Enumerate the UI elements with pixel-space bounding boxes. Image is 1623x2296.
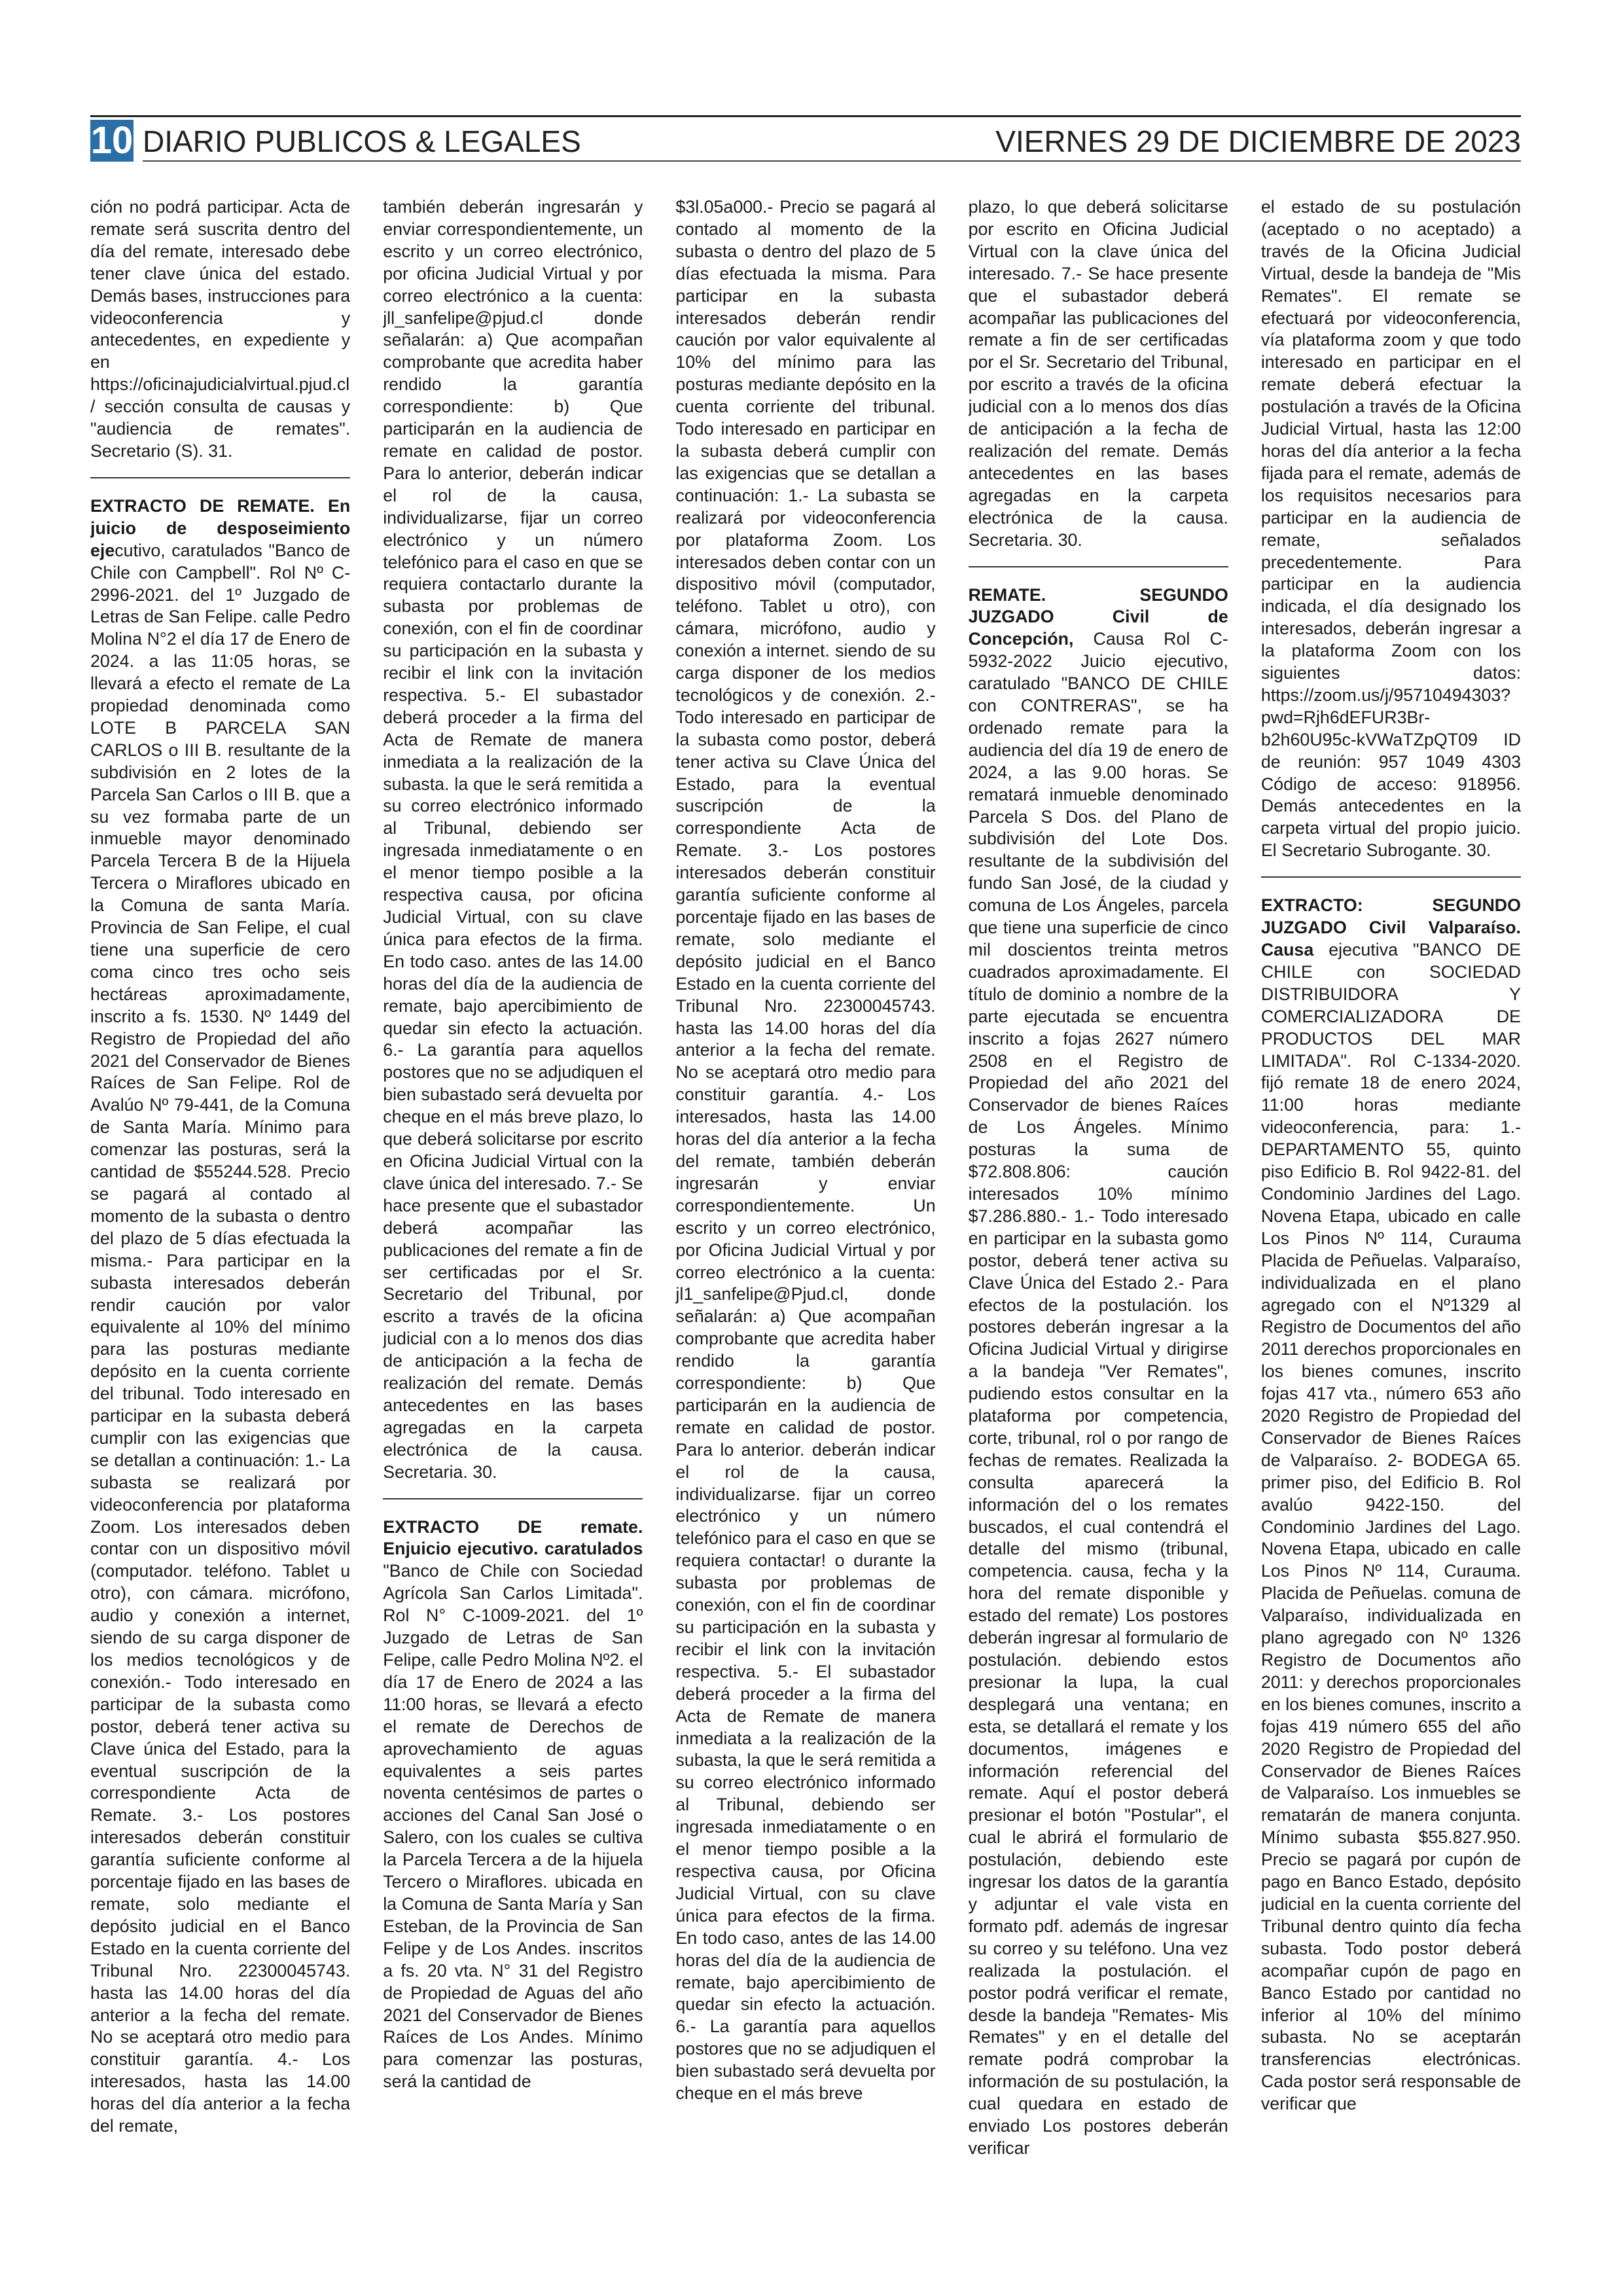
- notice-paragraph: también deberán ingresarán y enviar correspondientemente, un escrito y un correo electrónico, por oficina Judicial Virtual y por correo electrónico a la cuenta: jll_sanfelipe@pjud.cl donde señalarán: a) Que acompañan comprobante que acredita haber rendido la garantía correspondiente: b) Que participarán en la audiencia de remate en calidad de postor. Para lo anterior, deberán indicar el rol de la causa, individualizarse, fijar un correo electrónico y un número telefónico para el caso en que se requiera contactarlo durante la subasta por problemas de conexión, con el fin de coordinar su participación en la subasta y recibir el link con la invitación respectiva. 5.- El subastador deberá proceder a la firma del Acta de Remate de manera inmediata a la realización de la subasta. la que le será remitida a su correo electrónico informado al Tribunal, debiendo ser ingresada inmediatamente o en el menor tiempo posible a la respectiva causa, por oficina Judicial Virtual, con su clave única para efectos de la firma. En todo caso. antes de las 14.00 horas del día de la audiencia de remate, bajo apercibimiento de quedar sin efecto la actuación. 6.- La garantía para aquellos postores que no se adjudiquen el bien subastado será devuelta por cheque en el más breve plazo, lo que deberá solicitarse por escrito en Oficina Judicial Virtual con la clave única del interesado. 7.- Se hace presente que el subastador deberá acompañar las publicaciones del remate a fin de ser certificadas por el Sr. Secretario del Tribunal, por escrito a través de la oficina judicial con a lo menos dos dias de anticipación a la fecha de realización del remate. Demás antecedentes en las bases agregadas en la carpeta electrónica de la causa. Secretaria. 30.: [383, 197, 643, 1482]
- notice-paragraph: plazo, lo que deberá solicitarse por escrito en Oficina Judicial Virtual con la clave única del interesado. 7.- Se hace presente que el subastador deberá acompañar las publicaciones del remate a fin de ser certificadas por el Sr. Secretario del Tribunal, por escrito a través de la oficina judicial con a lo menos dos días de anticipación a la fecha de realización del remate. Demás antecedentes en las bases agregadas en la carpeta electrónica de la causa. Secretaria. 30.: [968, 197, 1228, 550]
- notice-heading: EXTRACTO: SEGUNDO JUZGADO Civil Valparaíso. Causa: [1260, 895, 1522, 960]
- notice-paragraph: REMATE. SEGUNDO JUZGADO Civil de Concepción, Causa Rol C-5932-2022 Juicio ejecutivo, caratulado "BANCO DE CHILE con CONTRERAS", se ha ordenado remate para la audiencia del día 19 de enero de 2024, a las 9.00 horas. Se rematará inmueble denominado Parcela S Dos. del Plano de subdivisión del Lote Dos. resultante de la subdivisión del fundo San José, de la ciudad y comuna de Los Ángeles, parcela que tiene una superficie de cinco mil doscientos treinta metros cuadrados aproximadamente. El título de dominio a nombre de la parte ejecutada se encuentra inscrito a fojas 2627 número 2508 en el Registro de Propiedad del año 2021 del Conservador de bienes Raíces de Los Ángeles. Mínimo posturas la suma de $72.808.806: caución interesados 10% mínimo $7.286.880.- 1.- Todo interesado en participar en la subasta gomo postor, deberá tener activa su Clave Única del Estado 2.- Para efectos de la postulación. los postores deberán ingresar a la Oficina Judicial Virtual y dirigirse a la bandeja "Ver Remates", pudiendo estos consultar en la plataforma por competencia, corte, tribunal, rol o por rango de fechas de remates. Realizada la consulta aparecerá la información del o los remates buscados, el cual contendrá el detalle del mismo (tribunal, competencia. causa, fecha y la hora del remate disponible y estado del remate) Los postores deberán ingresar al formulario de postulación. debiendo estos presionar la lupa, la cual desplegará una ventana; en esta, se detallará el remate y los documentos, imágenes e información referencial del remate. Aquí el postor deberá presionar el botón "Postular", el cual le abrirá el formulario de postulación, debiendo este ingresar los datos de la garantía y adjuntar el vale vista en formato pdf. además de ingresar su correo y su teléfono. Una vez realizada la postulación. el postor podrá verificar el remate, desde la bandeja "Remates- Mis Remates" y en el detalle del remate podrá comprobar la información de su postulación, la cual quedara en estado de enviado Los postores deberán verificar: [968, 584, 1228, 2158]
- page-number: 10: [90, 119, 134, 162]
- notice-paragraph: el estado de su postulación (aceptado o no aceptado) a través de la Oficina Judicial Virtual, desde la bandeja de "Mis Remates". El remate se efectuará por videoconferencia, vía plataforma zoom y que todo interesado en participar en el remate deberá efectuar la postulación a través de la Oficina Judicial Virtual, hasta las 12:00 horas del día anterior a la fecha fijada para el remate, además de los requisitos necesarios para participar en la audiencia de remate, señalados precedentemente. Para participar en la audiencia indicada, el día designado los interesados, deberán ingresar a la plataforma Zoom con los siguientes datos: https://zoom.us/j/95710494303?pwd=Rjh6dEFUR3Br-b2h60U95c-kVWaTZpQT09 ID de reunión: 957 1049 4303 Código de acceso: 918956. Demás antecedentes en la carpeta virtual del propio juicio. El Secretario Subrogante. 30.: [1260, 197, 1522, 861]
- page-header: [90, 115, 1521, 162]
- notice-paragraph: EXTRACTO DE REMATE. En juicio de desposeimiento ejecutivo, caratulados "Banco de Chile con Campbell". Rol Nº C-2996-2021. del 1º Juzgado de Letras de San Felipe. calle Pedro Molina N°2 el día 17 de Enero de 2024. a las 11:05 horas, se llevará a efecto el remate de La propiedad denominada como LOTE B PARCELA SAN CARLOS o III B. resultante de la subdivisión en 2 lotes de la Parcela San Carlos o III B. que a su vez formaba parte de un inmueble mayor denominado Parcela Tercera B de la Hijuela Tercera o Miraflores ubicado en la Comuna de santa María. Provincia de San Felipe, el cual tiene una superficie de cero coma cinco tres ocho seis hectáreas aproximadamente, inscrito a fs. 1530. Nº 1449 del Registro de Propiedad del año 2021 del Conservador de Bienes Raíces de San Felipe. Rol de Avalúo Nº 79-441, de la Comuna de Santa María. Mínimo para comenzar las posturas, será la cantidad de $55244.528. Precio se pagará al contado al momento de la subasta o dentro del plazo de 5 días efectuada la misma.- Para participar en la subasta interesados deberán rendir caución por valor equivalente al 10% del mínimo para las posturas mediante depósito en la cuenta corriente del tribunal. Todo interesado en participar en la subasta deberá cumplir con las exigencias que se detallan a continuación: 1.- La subasta se realizará por videoconferencia por plataforma Zoom. Los interesados deben contar con un dispositivo móvil (computador. teléfono. Tablet u otro), con cámara. micrófono, audio y conexión a internet, siendo de su carga disponer de los medios tecnológicos y de conexión.- Todo interesado en participar de la subasta como postor, deberá tener activa su Clave única del Estado, para la eventual suscripción de la correspondiente Acta de Remate. 3.- Los postores interesados deberán constituir garantía suficiente conforme al porcentaje fijado en las bases de remate, solo mediante el depósito judicial en el Banco Estado en la cuenta corriente del Tribunal Nro. 22300045743. hasta las 14.00 horas del día anterior a la fecha del remate. No se aceptará otro medio para constituir garantía. 4.- Los interesados, hasta las 14.00 horas del día anterior a la fecha del remate,: [90, 495, 351, 2136]
- notice-divider: [1261, 876, 1521, 878]
- column-5: [1261, 196, 1521, 2251]
- notice-paragraph: ción no podrá participar. Acta de remate será suscrita dentro del día del remate, interesado debe tener clave única del estado. Demás bases, instrucciones para videoconferencia y antecedentes, en expediente y en https://oficinajudicialvirtual.pjud.cl/ sección consulta de causas y "audiencia de remates". Secretario (S). 31.: [90, 197, 351, 461]
- notice-divider: [383, 1498, 643, 1499]
- column-4: [969, 196, 1228, 2251]
- notice-paragraph: EXTRACTO DE remate. Enjuicio ejecutivo. caratulados "Banco de Chile con Sociedad Agrícola San Carlos Limitada". Rol N° C-1009-2021. del 1º Juzgado de Letras de San Felipe, calle Pedro Molina Nº2. el día 17 de Enero de 2024 a las 11:00 horas, se llevará a efecto el remate de Derechos de aprovechamiento de aguas equivalentes a seis partes noventa centésimos de partes o acciones del Canal San José o Salero, con los cuales se cultiva la Parcela Tercera a de la hijuela Tercero o Miraflores. ubicada en la Comuna de Santa María y San Esteban, de la Provincia de San Felipe y de Los Andes. inscritos a fs. 20 vta. N° 31 del Registro de Propiedad de Aguas del año 2021 del Conservador de Bienes Raíces de Los Andes. Mínimo para comenzar las posturas, será la cantidad de: [383, 1516, 643, 2092]
- publication-date: VIERNES 29 DE DICIEMBRE DE 2023: [995, 124, 1521, 158]
- notice-divider: [969, 566, 1228, 567]
- article-columns: [90, 196, 1521, 2251]
- notice-paragraph: EXTRACTO: SEGUNDO JUZGADO Civil Valparaíso. Causa ejecutiva "BANCO DE CHILE con SOCIEDAD DISTRIBUIDORA Y COMERCIALIZADORA DE PRODUCTOS DEL MAR LIMITADA". Rol C-1334-2020. fijó remate 18 de enero 2024, 11:00 horas mediante videoconferencia, para: 1.- DEPARTAMENTO 55, quinto piso Edificio B. Rol 9422-81. del Condominio Jardines del Lago. Novena Etapa, ubicado en calle Los Pinos Nº 114, Curauma Placida de Peñuelas. Valparaíso, individualizada en el plano agregado con el Nº1329 al Registro de Documentos del año 2011 derechos proporcionales en los bienes comunes, inscrito fojas 417 vta., número 653 año 2020 Registro de Propiedad del Conservador de Bienes Raíces de Valparaíso. 2- BODEGA 65. primer piso, del Edificio B. Rol avalúo 9422-150. del Condominio Jardines del Lago. Novena Etapa, ubicado en calle Los Pinos Nº 114, Curauma. Placida de Peñuelas. comuna de Valparaíso, individualizada en plano agregado con Nº 1326 Registro de Documentos año 2011: y derechos proporcionales en los bienes comunes, inscrito a fojas 419 número 655 del año 2020 Registro de Propiedad del Conservador de Bienes Raíces de Valparaíso. Los inmuebles se rematarán de manera conjunta. Mínimo subasta $55.827.950. Precio se pagará por cupón de pago en Banco Estado, depósito judicial en la cuenta corriente del Tribunal dentro quinto día fecha subasta. Todo postor deberá acompañar cupón de pago en Banco Estado por cantidad no inferior al 10% del mínimo subasta. No se aceptarán transferencias electrónicas. Cada postor será responsable de verificar que: [1260, 895, 1522, 2114]
- column-3: [675, 196, 935, 2251]
- column-2: [383, 196, 643, 2251]
- notice-divider: [90, 477, 350, 478]
- notice-heading: REMATE. SEGUNDO JUZGADO Civil de Concepción,: [968, 584, 1228, 649]
- publication-name: DIARIO PUBLICOS & LEGALES: [143, 124, 581, 158]
- notice-heading: EXTRACTO DE REMATE. En juicio de desposeimiento eje: [90, 495, 351, 560]
- notice-paragraph: $3l.05a000.- Precio se pagará al contado al momento de la subasta o dentro del plazo de 5 días efectuada la misma. Para participar en la subasta interesados deberán rendir caución por valor equivalente al 10% del mínimo para las posturas mediante depósito en la cuenta corriente del tribunal. Todo interesado en participar en la subasta deberá cumplir con las exigencias que se detallan a continuación: 1.- La subasta se realizará por videoconferencia por plataforma Zoom. Los interesados deben contar con un dispositivo móvil (computador, teléfono. Tablet u otro), con cámara, micrófono, audio y conexión a internet. siendo de su carga disponer de los medios tecnológicos y de conexión. 2.- Todo interesado en participar de la subasta como postor, deberá tener activa su Clave Única del Estado, para la eventual suscripción de la correspondiente Acta de Remate. 3.- Los postores interesados deberán constituir garantía suficiente conforme al porcentaje fijado en las bases de remate, solo mediante el depósito judicial en el Banco Estado en la cuenta corriente del Tribunal Nro. 22300045743. hasta las 14.00 horas del día anterior a la fecha del remate. No se aceptará otro medio para constituir garantía. 4.- Los interesados, hasta las 14.00 horas del día anterior a la fecha del remate, también deberán ingresarán y enviar correspondientemente. Un escrito y un correo electrónico, por Oficina Judicial Virtual y por correo electrónico a la cuenta: jl1_sanfelipe@Pjud.cl, donde señalarán: a) Que acompañan comprobante que acredita haber rendido la garantía correspondiente: b) Que participarán en la audiencia de remate en calidad de postor. Para lo anterior. deberán indicar el rol de la causa, individualizarse. fijar un correo electrónico y un número telefónico para el caso en que se requiera contactar! o durante la subasta por problemas de conexión, con el fin de coordinar su participación en la subasta y recibir el link con la invitación respectiva. 5.- El subastador deberá proceder a la firma del Acta de Remate de manera inmediata a la realización de la subasta, la que le será remitida a su correo electrónico informado al Tribunal, debiendo ser ingresada inmediatamente o en el menor tiempo posible a la respectiva causa, por Oficina Judicial Virtual, con su clave única para efectos de la firma. En todo caso, antes de las 14.00 horas del día de la audiencia de remate, bajo apercibimiento de quedar sin efecto la actuación. 6.- La garantía para aquellos postores que no se adjudiquen el bien subastado será devuelta por cheque en el más breve: [675, 197, 936, 2104]
- column-1: [90, 196, 350, 2251]
- header-divider: [143, 160, 1521, 162]
- notice-heading: EXTRACTO DE remate. Enjuicio ejecutivo. caratulados: [383, 1516, 643, 1559]
